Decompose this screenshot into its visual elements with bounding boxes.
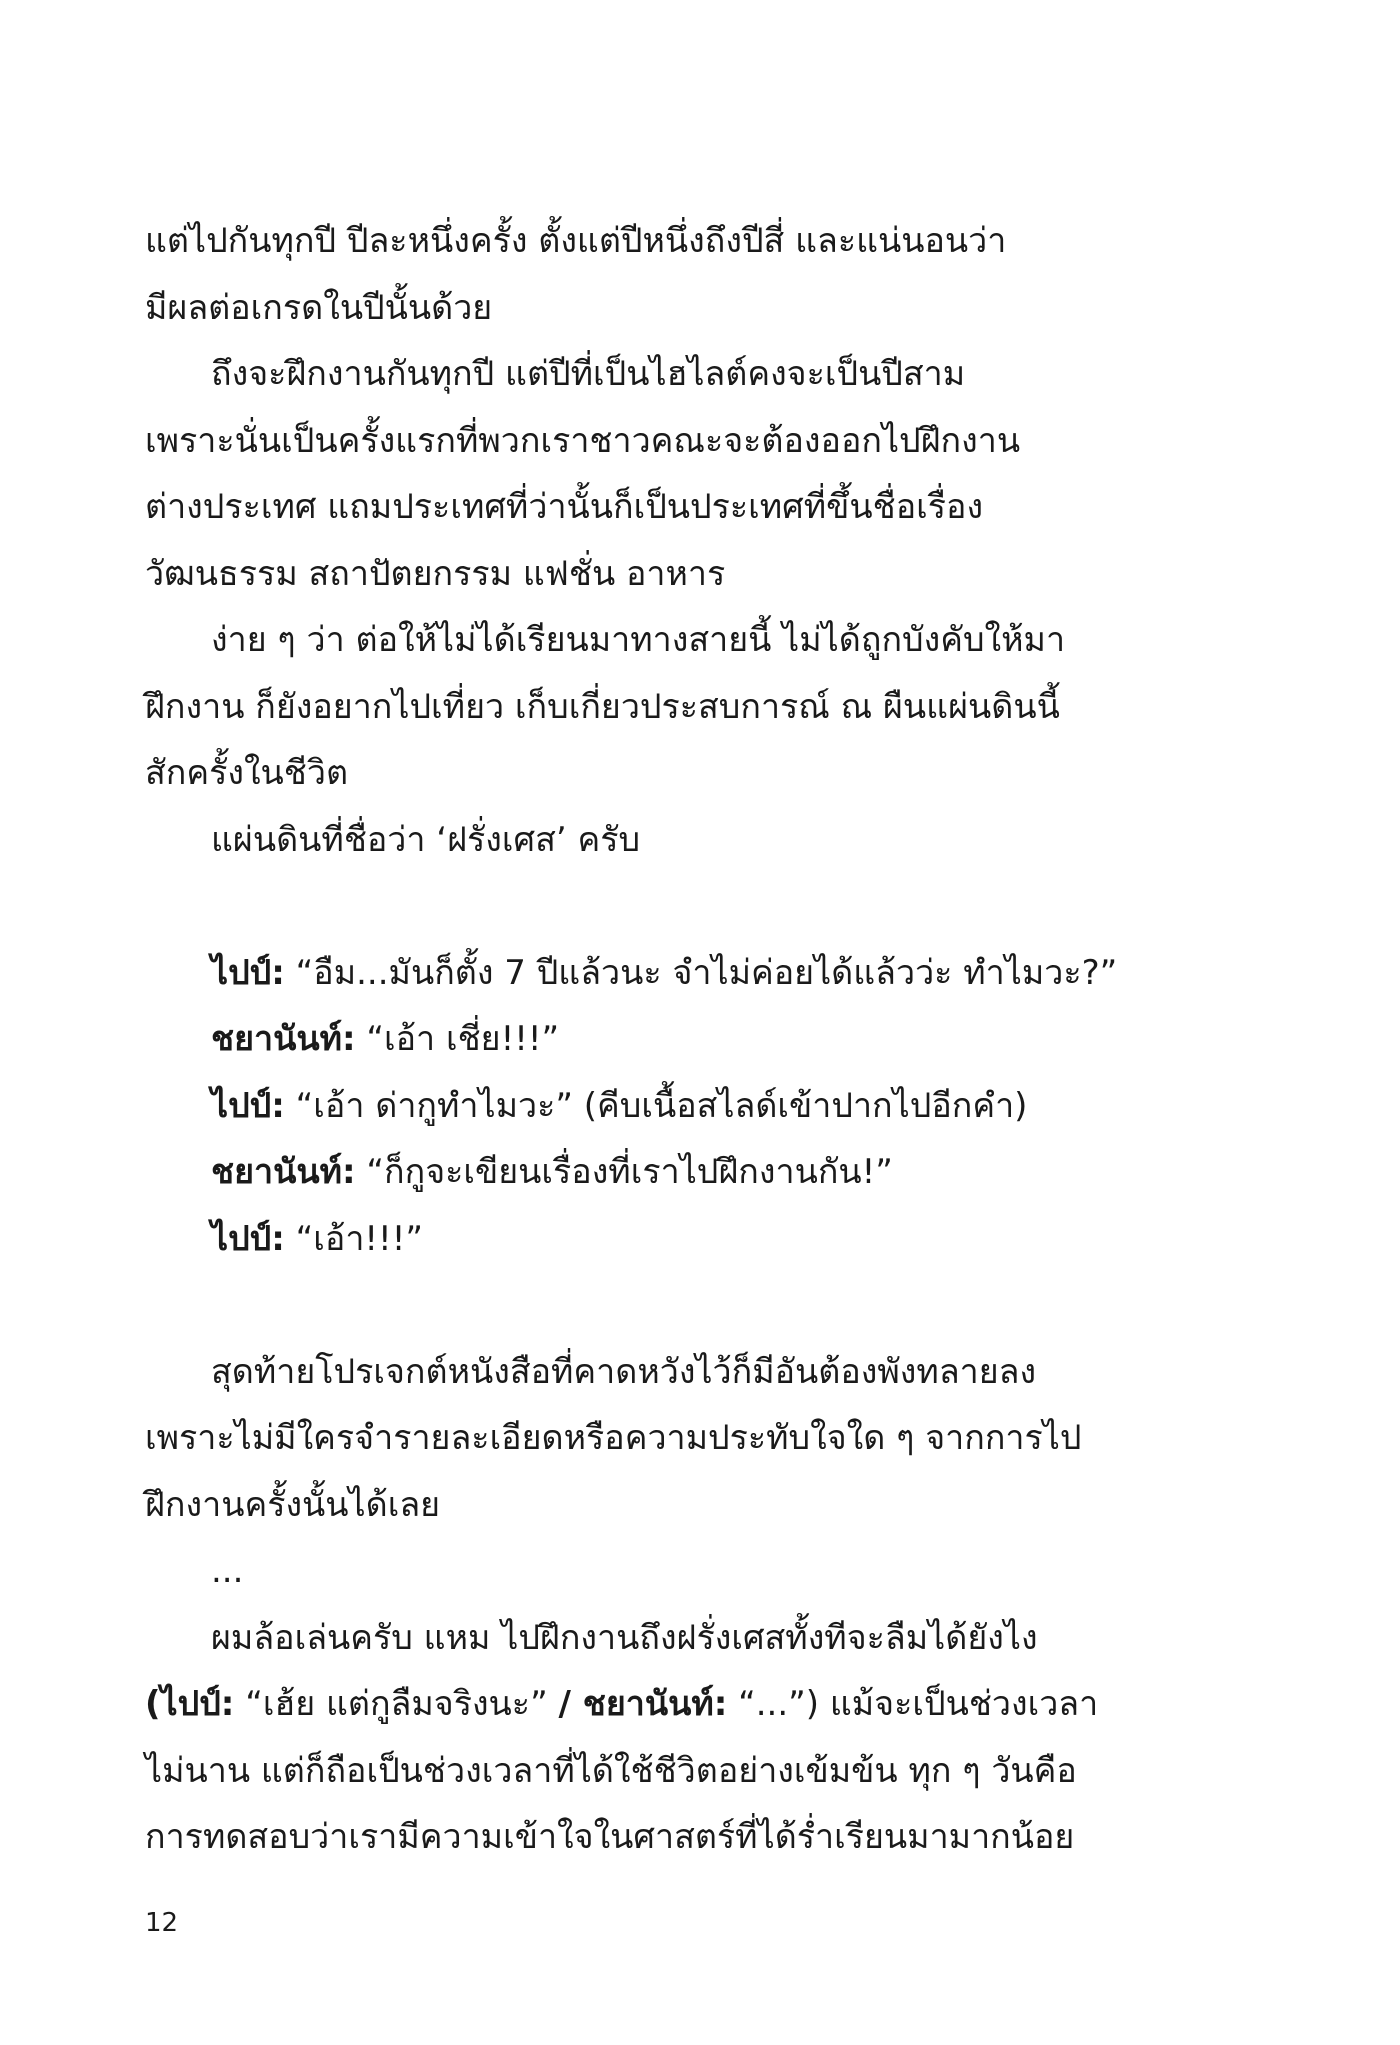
section-spacer [145, 1272, 1115, 1339]
aside-quote: “...”) แม้จะเป็นช่วงเวลา [727, 1684, 1099, 1724]
paragraph-3-line-2: ฝึกงาน ก็ยังอยากไปเที่ยว เก็บเกี่ยวประสบการณ์ ณ ผืนแผ่นดินนี้ [145, 686, 1060, 727]
dialogue-line [145, 940, 1118, 1007]
paragraph-5-line-2: เพราะไม่มีใครจำรายละเอียดหรือความประทับใจใด ๆ จากการไป [145, 1418, 1082, 1458]
speaker-name: ชยานันท์: [211, 1152, 356, 1192]
paragraph-1-line-1: แต่ไปกันทุกปี ปีละหนึ่งครั้ง ตั้งแต่ปีหนึ่งถึงปีสี่ และแน่นอนว่า [145, 221, 1007, 261]
dialogue-line [145, 1073, 1115, 1140]
ellipsis: ... [211, 1551, 244, 1591]
speaker-name: ไปป์: [160, 1684, 235, 1724]
paragraph-3-line-1: ง่าย ๆ ว่า ต่อให้ไม่ได้เรียนมาทางสายนี้ ไม่ได้ถูกบังคับให้มา [211, 620, 1066, 660]
open-paren: ( [145, 1684, 161, 1724]
page-body [145, 208, 1118, 1871]
paragraph-5-line-3: ฝึกงานครั้งนั้นได้เลย [145, 1484, 441, 1525]
paragraph-6-line-1: ผมล้อเล่นครับ แหม ไปฝึกงานถึงฝรั่งเศสทั้งทีจะลืมได้ยังไง [211, 1617, 1038, 1658]
aside-quote: “เฮ้ย แต่กูลืมจริงนะ” [234, 1684, 559, 1724]
section-spacer [145, 873, 1115, 940]
paragraph-5-line-1: สุดท้ายโปรเจกต์หนังสือที่คาดหวังไว้ก็มีอันต้องพังทลายลง [211, 1351, 1037, 1392]
dialogue-text: “เอ้า ด่ากูทำไมวะ” (คีบเนื้อสไลด์เข้าปากไปอีกคำ) [284, 1085, 1028, 1126]
speaker-name: ไปป์: [211, 1085, 285, 1126]
speaker-name: ไปป์: [211, 1218, 285, 1259]
aside-separator: / [558, 1684, 571, 1724]
paragraph-1-line-2: มีผลต่อเกรดในปีนั้นด้วย [145, 287, 493, 328]
paragraph-6-line-4: การทดสอบว่าเรามีความเข้าใจในศาสตร์ที่ได้ร่ำเรียนมามากน้อย [145, 1817, 1075, 1857]
speaker-name: ไปป์: [211, 952, 285, 993]
paragraph-2-line-3: ต่างประเทศ แถมประเทศที่ว่านั้นก็เป็นประเทศที่ขึ้นชื่อเรื่อง [145, 487, 984, 527]
speaker-name: ชยานันท์: [570, 1684, 728, 1724]
paragraph-6-line-3: ไม่นาน แต่ก็ถือเป็นช่วงเวลาที่ได้ใช้ชีวิตอย่างเข้มข้น ทุก ๆ วันคือ [145, 1750, 1077, 1791]
page-number: 12 [145, 1908, 179, 1938]
speaker-name: ชยานันท์: [211, 1019, 356, 1059]
dialogue-text: “อืม...มันก็ตั้ง 7 ปีแล้วนะ จำไม่ค่อยได้แล้วว่ะ ทำไมวะ?” [284, 952, 1118, 993]
dialogue-text: “เอ้า!!!” [284, 1218, 423, 1259]
paragraph-4: แผ่นดินที่ชื่อว่า ‘ฝรั่งเศส’ ครับ [211, 819, 641, 860]
paragraph-3-line-3: สักครั้งในชีวิต [145, 753, 349, 793]
paragraph-2-line-2: เพราะนั่นเป็นครั้งแรกที่พวกเราชาวคณะจะต้องออกไปฝึกงาน [145, 420, 1021, 461]
paragraph-6-line-2 [145, 1671, 1115, 1738]
paragraph-2-line-1: ถึงจะฝึกงานกันทุกปี แต่ปีที่เป็นไฮไลต์คงจะเป็นปีสาม [211, 354, 966, 394]
dialogue-text: “เอ้า เชี่ย!!!” [355, 1019, 560, 1059]
dialogue-line [145, 1139, 1115, 1206]
dialogue-text: “ก็กูจะเขียนเรื่องที่เราไปฝึกงานกัน!” [355, 1152, 893, 1192]
dialogue-line [145, 1206, 1115, 1273]
dialogue-line [145, 1006, 1115, 1073]
paragraph-2-line-4: วัฒนธรรม สถาปัตยกรรม แฟชั่น อาหาร [145, 553, 726, 594]
